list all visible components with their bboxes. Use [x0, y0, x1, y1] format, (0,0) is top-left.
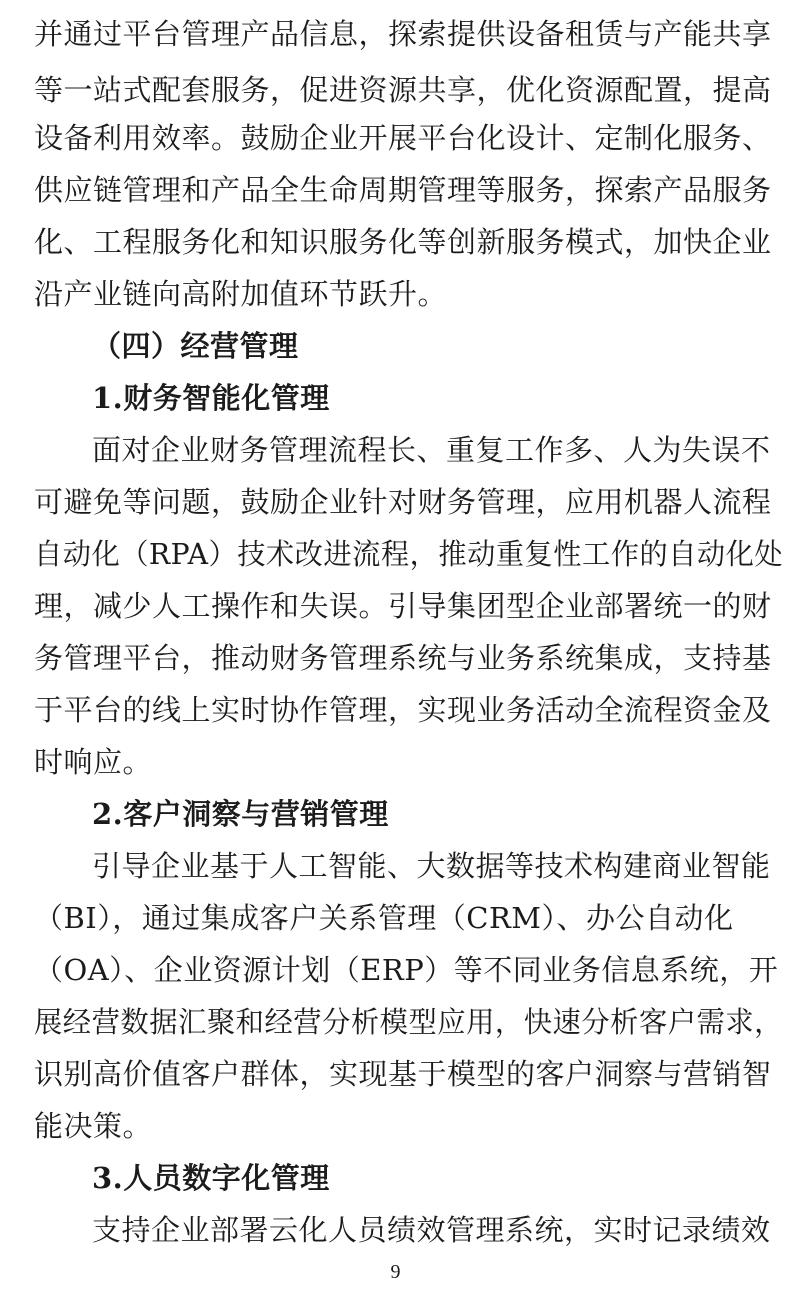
body-line: （OA）、企业资源计划（ERP）等不同业务信息系统，开 — [34, 953, 779, 987]
body-line: 面对企业财务管理流程长、重复工作多、人为失误不 — [92, 433, 771, 467]
body-line: 等一站式配套服务，促进资源共享，优化资源配置，提高 — [34, 73, 772, 107]
body-line: 时响应。 — [34, 745, 153, 779]
body-line: 设备利用效率。鼓励企业开展平台化设计、定制化服务、 — [34, 121, 772, 155]
body-line: 并通过平台管理产品信息，探索提供设备租赁与产能共享 — [34, 17, 772, 51]
body-line: 识别高价值客户群体，实现基于模型的客户洞察与营销智 — [34, 1057, 772, 1091]
body-line: 务管理平台，推动财务管理系统与业务系统集成，支持基 — [34, 641, 772, 675]
body-line: 理，减少人工操作和失误。引导集团型企业部署统一的财 — [34, 589, 772, 623]
section-heading: （四）经营管理 — [92, 329, 299, 363]
body-line: 供应链管理和产品全生命周期管理等服务，探索产品服务 — [34, 173, 772, 207]
body-line: 沿产业链向高附加值环节跃升。 — [34, 277, 448, 311]
body-line: （BI），通过集成客户关系管理（CRM）、办公自动化 — [34, 901, 734, 935]
body-line: 于平台的线上实时协作管理，实现业务活动全流程资金及 — [34, 693, 772, 727]
body-line: 展经营数据汇聚和经营分析模型应用，快速分析客户需求， — [34, 1005, 783, 1039]
subsection-heading: 2.客户洞察与营销管理 — [92, 797, 389, 831]
body-line: 引导企业基于人工智能、大数据等技术构建商业智能 — [92, 849, 771, 883]
body-line: 化、工程服务化和知识服务化等创新服务模式，加快企业 — [34, 225, 772, 259]
body-line: 能决策。 — [34, 1109, 153, 1143]
body-line: 自动化（RPA）技术改进流程，推动重复性工作的自动化处 — [34, 537, 784, 571]
subsection-heading: 1.财务智能化管理 — [92, 381, 330, 415]
body-line: 可避免等问题，鼓励企业针对财务管理，应用机器人流程 — [34, 485, 772, 519]
subsection-heading: 3.人员数字化管理 — [92, 1161, 330, 1195]
page-number: 9 — [390, 1261, 401, 1283]
body-line: 支持企业部署云化人员绩效管理系统，实时记录绩效 — [92, 1213, 771, 1247]
